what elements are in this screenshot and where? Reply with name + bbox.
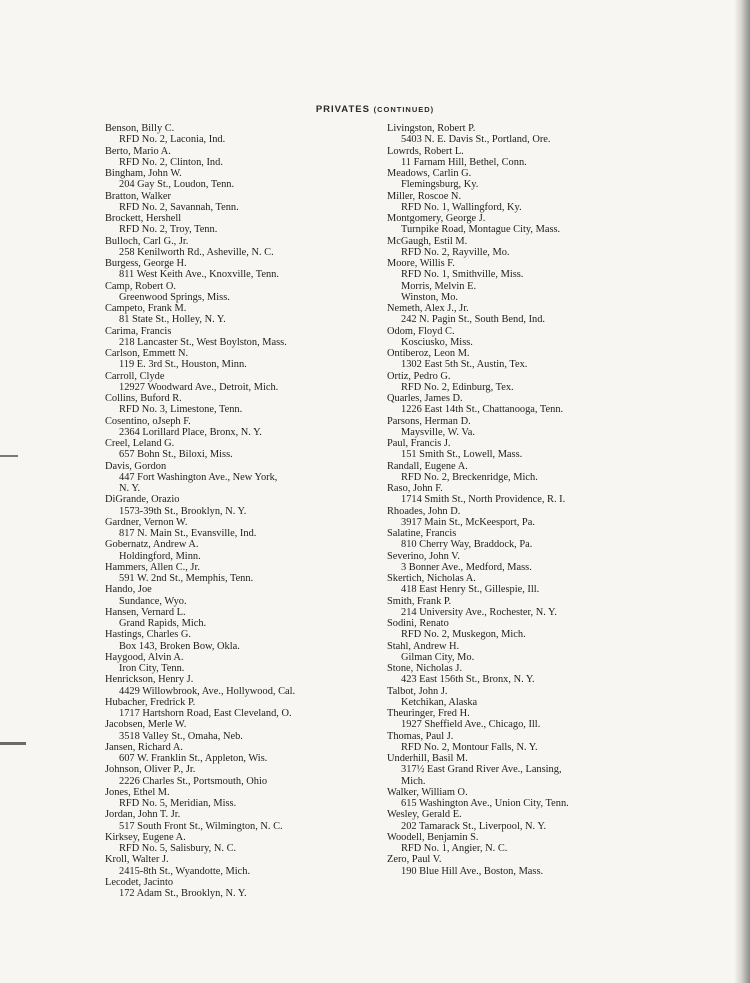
roster-entry [105, 562, 375, 585]
entry-name: Parsons, Herman D. [387, 415, 471, 427]
entry-address: N. Y. [119, 483, 141, 494]
entry-address: 1714 Smith St., North Providence, R. I. [401, 494, 566, 506]
entry-name: Bulloch, Carl G., Jr. [105, 235, 189, 247]
entry-name: Paul, Francis J. [387, 438, 451, 449]
roster-entry [387, 854, 637, 877]
entry-name: Walker, William O. [387, 786, 468, 798]
entry-name: Henrickson, Henry J. [105, 674, 194, 686]
entry-name: Jordan, John T. Jr. [105, 809, 181, 821]
entry-address: 151 Smith St., Lowell, Mass. [401, 449, 523, 461]
entry-address: 242 N. Pagin St., South Bend, Ind. [401, 314, 546, 326]
roster-entry [387, 236, 637, 259]
entry-address: 810 Cherry Way, Braddock, Pa. [401, 539, 533, 551]
entry-name: Benson, Billy C. [105, 123, 175, 134]
roster-entry [105, 191, 375, 214]
roster-entry [387, 146, 637, 169]
roster-entry [387, 708, 637, 731]
entry-name: Jacobsen, Merle W. [105, 719, 187, 731]
section-header [0, 104, 750, 115]
roster-entry [387, 191, 637, 214]
entry-name: Jansen, Richard A. [105, 741, 183, 753]
entry-name: Bratton, Walker [105, 190, 171, 202]
entry-name: Johnson, Oliver P., Jr. [105, 764, 196, 776]
entry-name: Carlson, Emmett N. [105, 348, 189, 359]
entry-name: Hammers, Allen C., Jr. [105, 561, 200, 573]
entry-address: 1573-39th St., Brooklyn, N. Y. [119, 505, 247, 517]
entry-name: Quarles, James D. [387, 393, 463, 404]
entry-address: 423 East 156th St., Bronx, N. Y. [401, 674, 535, 686]
roster-entry [387, 258, 637, 303]
entry-name: Gobernatz, Andrew A. [105, 539, 199, 551]
roster-entry [105, 281, 375, 304]
section-title: PRIVATES [315, 104, 370, 115]
entry-name: Campeto, Frank M. [105, 303, 187, 314]
entry-address: RFD No. 3, Limestone, Tenn. [119, 404, 243, 416]
roster-entry [387, 787, 637, 810]
entry-address: 214 University Ave., Rochester, N. Y. [401, 606, 557, 618]
entry-address: Flemingsburg, Ky. [401, 179, 479, 191]
roster-entry [105, 584, 375, 607]
entry-address: RFD No. 5, Salisbury, N. C. [119, 843, 237, 854]
roster-entry [105, 303, 375, 326]
entry-name: Hansen, Vernard L. [105, 606, 186, 618]
entry-address: RFD No. 2, Edinburg, Tex. [401, 381, 514, 393]
entry-address: RFD No. 2, Troy, Tenn. [119, 224, 218, 236]
entry-address: Iron City, Tenn. [119, 663, 185, 674]
entry-address: 1927 Sheffield Ave., Chicago, Ill. [401, 719, 541, 731]
roster-entry [105, 607, 375, 630]
roster-entry [387, 123, 637, 146]
entry-name: Lowrds, Robert L. [387, 145, 464, 157]
entry-name: Davis, Gordon [105, 460, 167, 472]
roster-entry [105, 146, 375, 169]
entry-address: Maysville, W. Va. [401, 426, 475, 438]
roster-entry [387, 641, 637, 664]
entry-address: 1302 East 5th St., Austin, Tex. [401, 359, 528, 371]
entry-address: 172 Adam St., Brooklyn, N. Y. [119, 888, 247, 899]
roster-entry [105, 438, 375, 461]
entry-address: 81 State St., Holley, N. Y. [119, 314, 226, 326]
entry-name: Skertich, Nicholas A. [387, 573, 476, 584]
entry-address: 119 E. 3rd St., Houston, Minn. [119, 359, 247, 371]
roster-entry [105, 517, 375, 540]
entry-name: Hando, Joe [105, 584, 152, 596]
entry-address: Box 143, Broken Bow, Okla. [119, 640, 240, 652]
entry-name: Burgess, George H. [105, 258, 187, 269]
entry-name: McGaugh, Estil M. [387, 235, 468, 247]
roster-entry [105, 416, 375, 439]
entry-name: Kroll, Walter J. [105, 854, 169, 866]
entry-name: Nemeth, Alex J., Jr. [387, 303, 469, 314]
entry-name: Randall, Eugene A. [387, 460, 468, 472]
entry-address: 202 Tamarack St., Liverpool, N. Y. [401, 820, 547, 832]
entry-name: Camp, Robert O. [105, 280, 176, 292]
entry-name: Montgomery, George J. [387, 213, 486, 224]
entry-address: 2364 Lorillard Place, Bronx, N. Y. [119, 426, 262, 438]
entry-address: 3 Bonner Ave., Medford, Mass. [401, 561, 532, 573]
entry-address: 11 Farnam Hill, Bethel, Conn. [401, 156, 527, 168]
roster-entry [105, 393, 375, 416]
entry-name: Carroll, Clyde [105, 370, 165, 382]
entry-address: 3917 Main St., McKeesport, Pa. [401, 516, 535, 528]
entry-address: Gilman City, Mo. [401, 651, 475, 663]
entry-name: Miller, Roscoe N. [387, 190, 462, 202]
roster-column-left [105, 123, 375, 899]
entry-name: Wesley, Gerald E. [387, 809, 462, 821]
entry-address: 218 Lancaster St., West Boylston, Mass. [119, 336, 287, 348]
entry-address: 817 N. Main St., Evansville, Ind. [119, 528, 257, 539]
entry-address: 811 West Keith Ave., Knoxville, Tenn. [119, 269, 279, 281]
roster-entry [387, 348, 637, 371]
roster-entry [105, 258, 375, 281]
entry-address: 204 Gay St., Loudon, Tenn. [119, 179, 235, 191]
roster-entry [105, 697, 375, 720]
entry-name: Raso, John F. [387, 483, 443, 494]
roster-entry [105, 539, 375, 562]
roster-entry [105, 832, 375, 855]
entry-address: Morris, Melvin E. [401, 280, 477, 292]
entry-name: Gardner, Vernon W. [105, 516, 188, 528]
entry-name: Livingston, Robert P. [387, 123, 476, 134]
entry-address: 258 Kenilworth Rd., Asheville, N. C. [119, 246, 274, 258]
entry-name: Talbot, John J. [387, 685, 448, 697]
scan-margin-mark [0, 742, 26, 745]
entry-name: Moore, Willis F. [387, 258, 455, 269]
entry-name: Bingham, John W. [105, 168, 182, 179]
roster-entry [105, 787, 375, 810]
entry-address: 190 Blue Hill Ave., Boston, Mass. [401, 865, 544, 877]
scan-page-edge [734, 0, 750, 983]
roster-entry [387, 663, 637, 686]
entry-name: Ortiz, Pedro G. [387, 370, 451, 382]
entry-address: RFD No. 2, Breckenridge, Mich. [401, 471, 538, 483]
entry-address: 12927 Woodward Ave., Detroit, Mich. [119, 381, 279, 393]
entry-address: 2226 Charles St., Portsmouth, Ohio [119, 775, 268, 787]
entry-address: RFD No. 1, Smithville, Miss. [401, 269, 524, 281]
roster-entry [105, 674, 375, 697]
entry-address: Grand Rapids, Mich. [119, 618, 207, 629]
entry-address: Turnpike Road, Montague City, Mass. [401, 224, 561, 236]
entry-address: 615 Washington Ave., Union City, Tenn. [401, 798, 569, 809]
entry-name: Odom, Floyd C. [387, 325, 455, 337]
entry-name: Meadows, Carlin G. [387, 168, 472, 179]
entry-name: Stone, Nicholas J. [387, 663, 463, 674]
entry-name: Thomas, Paul J. [387, 730, 454, 742]
entry-address: RFD No. 1, Angier, N. C. [401, 843, 508, 854]
entry-name: Sodini, Renato [387, 618, 449, 629]
roster-entry [387, 573, 637, 596]
entry-address: 1226 East 14th St., Chattanooga, Tenn. [401, 404, 564, 416]
entry-address: Mich. [401, 775, 426, 787]
roster-entry [387, 528, 637, 551]
roster-entry [387, 483, 637, 506]
entry-address: 5403 N. E. Davis St., Portland, Ore. [401, 134, 551, 146]
entry-name: Severino, John V. [387, 550, 460, 562]
entry-name: Smith, Frank P. [387, 595, 452, 607]
roster-entry [105, 123, 375, 146]
entry-name: Salatine, Francis [387, 528, 457, 539]
entry-address: 607 W. Franklin St., Appleton, Wis. [119, 753, 268, 764]
roster-entry [105, 719, 375, 742]
entry-address: 317½ East Grand River Ave., Lansing, [401, 764, 562, 776]
entry-name: Rhoades, John D. [387, 505, 461, 517]
roster-entry [105, 168, 375, 191]
roster-entry [387, 832, 637, 855]
entry-address: RFD No. 2, Muskegon, Mich. [401, 629, 526, 641]
entry-address: Winston, Mo. [401, 291, 459, 303]
entry-name: Carima, Francis [105, 325, 172, 337]
entry-address: 657 Bohn St., Biloxi, Miss. [119, 449, 233, 461]
entry-address: RFD No. 2, Montour Falls, N. Y. [401, 741, 538, 753]
roster-entry [105, 877, 375, 900]
roster-column-right [387, 123, 637, 877]
roster-entry [387, 213, 637, 236]
entry-name: DiGrande, Orazio [105, 494, 180, 506]
roster-entry [105, 236, 375, 259]
roster-entry [105, 213, 375, 236]
entry-address: RFD No. 2, Savannah, Tenn. [119, 201, 239, 213]
roster-entry [105, 764, 375, 787]
entry-name: Haygood, Alvin A. [105, 651, 184, 663]
roster-entry [387, 326, 637, 349]
entry-address: Sundance, Wyo. [119, 595, 187, 607]
entry-name: Theuringer, Fred H. [387, 708, 470, 719]
entry-name: Ontiberoz, Leon M. [387, 348, 470, 359]
roster-entry [105, 652, 375, 675]
entry-name: Zero, Paul V. [387, 854, 442, 866]
entry-address: RFD No. 2, Laconia, Ind. [119, 134, 226, 146]
entry-address: Ketchikan, Alaska [401, 696, 478, 708]
entry-address: 447 Fort Washington Ave., New York, [119, 471, 278, 483]
roster-entry [387, 461, 637, 484]
entry-address: RFD No. 2, Clinton, Ind. [119, 156, 223, 168]
roster-entry [387, 438, 637, 461]
roster-entry [387, 809, 637, 832]
entry-address: Holdingford, Minn. [119, 550, 201, 562]
entry-name: Kirksey, Eugene A. [105, 831, 186, 843]
roster-entry [105, 494, 375, 517]
roster-entry [105, 371, 375, 394]
entry-name: Underhill, Basil M. [387, 753, 468, 764]
entry-address: 2415-8th St., Wyandotte, Mich. [119, 865, 251, 877]
roster-entry [105, 742, 375, 765]
entry-name: Cosentino, oJseph F. [105, 415, 191, 427]
entry-name: Berto, Mario A. [105, 145, 171, 157]
entry-address: RFD No. 5, Meridian, Miss. [119, 798, 237, 809]
roster-entry [387, 393, 637, 416]
entry-name: Lecodet, Jacinto [105, 876, 174, 888]
roster-entry [105, 809, 375, 832]
scan-margin-mark [0, 455, 18, 457]
entry-address: 591 W. 2nd St., Memphis, Tenn. [119, 573, 254, 584]
roster-entry [387, 168, 637, 191]
roster-entry [387, 618, 637, 641]
section-subtitle: (CONTINUED) [373, 105, 435, 114]
roster-entry [105, 854, 375, 877]
roster-entry [105, 326, 375, 349]
roster-entry [105, 348, 375, 371]
roster-entry [387, 753, 637, 787]
entry-address: Greenwood Springs, Miss. [119, 291, 230, 303]
roster-entry [387, 371, 637, 394]
roster-entry [387, 506, 637, 529]
entry-address: 517 South Front St., Wilmington, N. C. [119, 820, 283, 832]
entry-address: 418 East Henry St., Gillespie, Ill. [401, 584, 540, 596]
entry-name: Hubacher, Fredrick P. [105, 696, 196, 708]
entry-address: Kosciusko, Miss. [401, 336, 473, 348]
entry-name: Stahl, Andrew H. [387, 640, 460, 652]
entry-name: Woodell, Benjamin S. [387, 831, 479, 843]
roster-entry [387, 731, 637, 754]
entry-name: Hastings, Charles G. [105, 629, 192, 641]
entry-address: 1717 Hartshorn Road, East Cleveland, O. [119, 708, 292, 719]
roster-entry [387, 551, 637, 574]
entry-address: RFD No. 1, Wallingford, Ky. [401, 201, 522, 213]
entry-name: Jones, Ethel M. [105, 786, 170, 798]
roster-entry [387, 416, 637, 439]
entry-name: Brockett, Hershell [105, 213, 182, 224]
roster-entry [387, 303, 637, 326]
roster-entry [387, 596, 637, 619]
roster-entry [105, 629, 375, 652]
entry-address: RFD No. 2, Rayville, Mo. [401, 246, 510, 258]
entry-name: Creel, Leland G. [105, 438, 175, 449]
entry-address: 4429 Willowbrook, Ave., Hollywood, Cal. [119, 685, 296, 697]
roster-entry [105, 461, 375, 495]
roster-entry [387, 686, 637, 709]
entry-name: Collins, Buford R. [105, 393, 182, 404]
entry-address: 3518 Valley St., Omaha, Neb. [119, 730, 243, 742]
